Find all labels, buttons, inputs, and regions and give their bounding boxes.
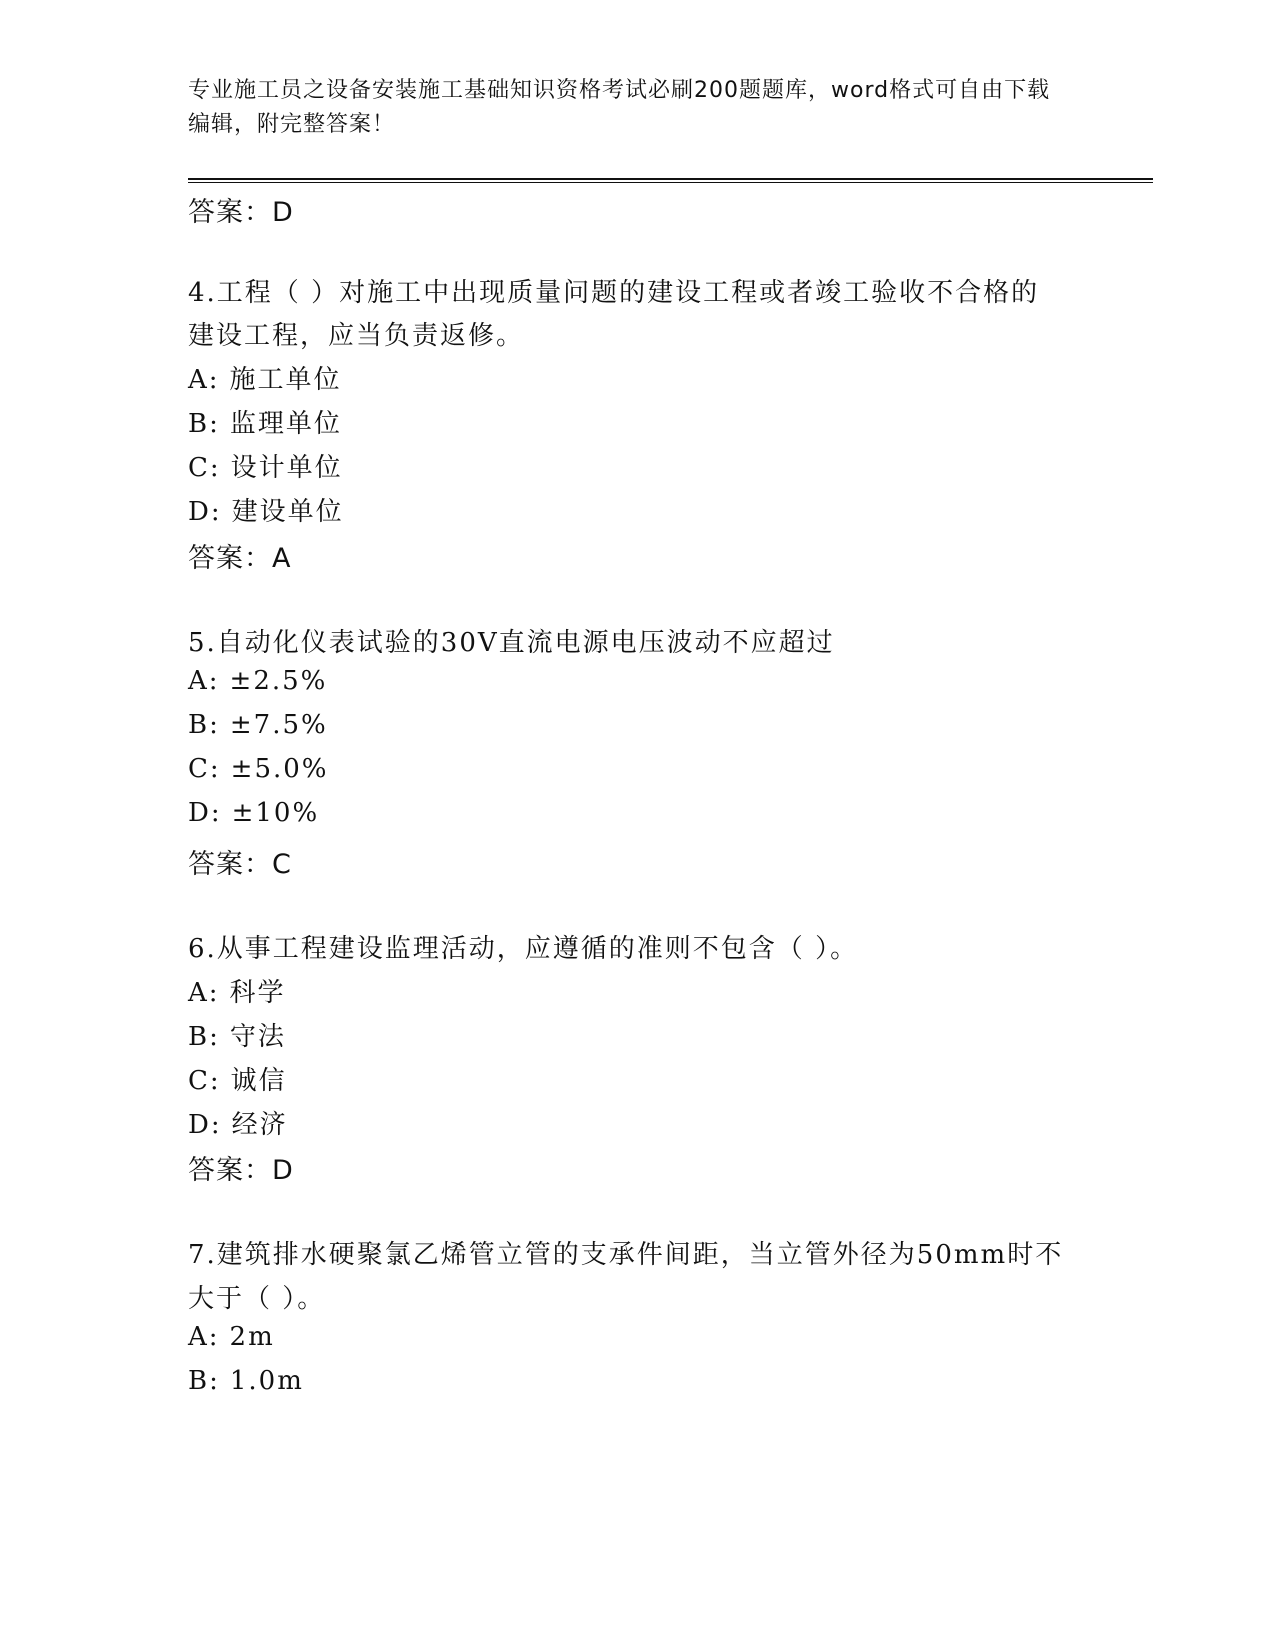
option-text: 设计单位 — [230, 453, 343, 483]
option-key: B: — [188, 409, 220, 439]
option-text: ±7.5% — [229, 710, 328, 740]
q7-option-b — [188, 1366, 304, 1396]
option-text: 施工单位 — [229, 365, 342, 395]
option-text: 监理单位 — [229, 409, 342, 439]
answer-prev: 答案：D — [188, 197, 294, 228]
option-key: A: — [188, 666, 220, 696]
q7-stem-line-1: 7.建筑排水硬聚氯乙烯管立管的支承件间距，当立管外径为50mm时不 — [188, 1240, 1064, 1270]
q7-option-a — [188, 1322, 275, 1352]
q4-stem-line-2: 建设工程，应当负责返修。 — [188, 321, 525, 351]
q4-option-d — [188, 491, 344, 528]
option-text: ±5.0% — [230, 754, 329, 784]
q5-option-a — [188, 666, 327, 696]
header-divider — [188, 178, 1153, 183]
q4-option-c — [188, 447, 343, 484]
q6-option-c — [188, 1060, 287, 1097]
option-text: 1.0m — [229, 1366, 304, 1396]
option-text: ±10% — [231, 798, 320, 828]
q6-option-a — [188, 972, 286, 1009]
q6-option-b — [188, 1016, 286, 1053]
q5-option-d — [188, 798, 319, 828]
q5-option-b — [188, 710, 328, 740]
option-key: C: — [188, 453, 221, 483]
option-text: 经济 — [231, 1110, 288, 1140]
document-header: 专业施工员之设备安装施工基础知识资格考试必刷200题题库，word格式可自由下载编辑，附完整答案！ — [188, 78, 1051, 137]
q6-option-d — [188, 1104, 288, 1141]
option-key: C: — [188, 754, 221, 784]
option-key: D: — [188, 1110, 222, 1140]
option-key: B: — [188, 1022, 220, 1052]
option-text: 守法 — [229, 1022, 286, 1052]
q5-option-c — [188, 754, 329, 784]
option-text: 科学 — [229, 978, 286, 1008]
option-text: ±2.5% — [229, 666, 328, 696]
q4-option-b — [188, 403, 342, 440]
option-key: B: — [188, 710, 220, 740]
option-text: 诚信 — [230, 1066, 287, 1096]
option-text: 建设单位 — [231, 497, 344, 527]
q4-answer: 答案：A — [188, 543, 292, 574]
option-key: C: — [188, 1066, 221, 1096]
q4-stem-line-1: 4.工程（ ）对施工中出现质量问题的建设工程或者竣工验收不合格的 — [188, 278, 1040, 308]
option-text: 2m — [229, 1322, 275, 1352]
option-key: D: — [188, 497, 222, 527]
option-key: A: — [188, 978, 220, 1008]
option-key: A: — [188, 1322, 220, 1352]
q7-stem-line-2: 大于（ ）。 — [188, 1284, 326, 1314]
q6-stem-line-1: 6.从事工程建设监理活动，应遵循的准则不包含（ ）。 — [188, 934, 859, 964]
option-key: B: — [188, 1366, 220, 1396]
q4-option-a — [188, 359, 342, 396]
q6-answer: 答案：D — [188, 1155, 294, 1186]
option-key: D: — [188, 798, 222, 828]
q5-answer: 答案：C — [188, 849, 292, 880]
q5-stem-line-1: 5.自动化仪表试验的30V直流电源电压波动不应超过 — [188, 628, 835, 658]
option-key: A: — [188, 365, 220, 395]
